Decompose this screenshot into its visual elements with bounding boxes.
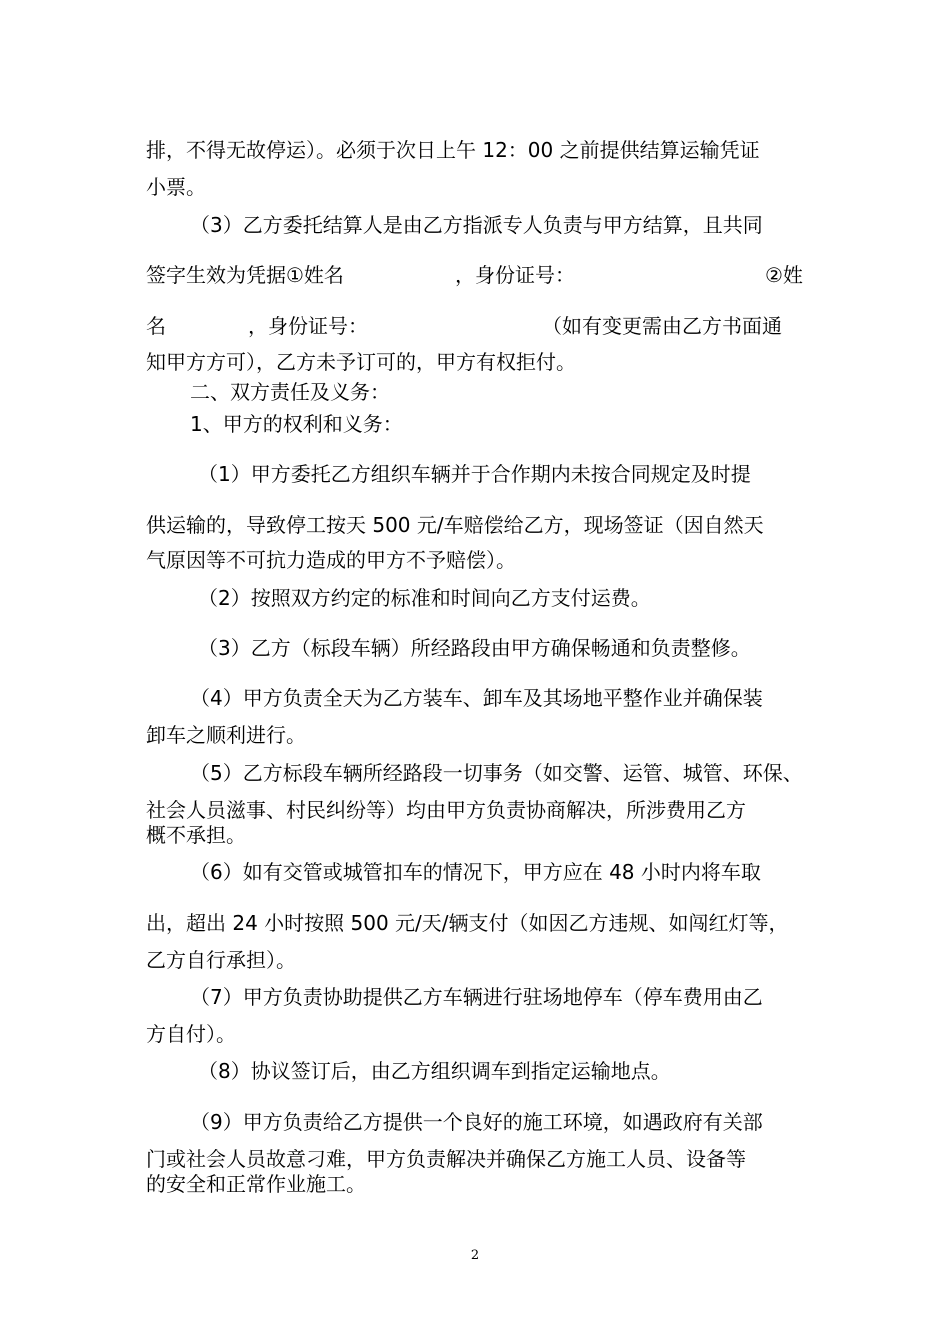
- text-line: 出，超出 24 小时按照 500 元/天/辆支付（如因乙方违规、如闯红灯等，: [146, 911, 789, 935]
- text-line: 门或社会人员故意刁难，甲方负责解决并确保乙方施工人员、设备等: [146, 1147, 746, 1171]
- text-line: ②姓: [765, 263, 803, 287]
- text-line: 方自付）。: [146, 1022, 236, 1046]
- text-line: ，身份证号：: [248, 314, 368, 338]
- text-line: 卸车之顺利进行。: [146, 723, 306, 747]
- text-line: 乙方自行承担）。: [146, 948, 296, 972]
- clause-3-line: （3）乙方（标段车辆）所经路段由甲方确保畅通和负责整修。: [198, 636, 751, 660]
- clause-8-line: （8）协议签订后，由乙方组织调车到指定运输地点。: [198, 1059, 671, 1083]
- clause-9-line: （9）甲方负责给乙方提供一个良好的施工环境，如遇政府有关部: [190, 1110, 763, 1134]
- clause-2-line: （2）按照双方约定的标准和时间向乙方支付运费。: [198, 586, 651, 610]
- text-line: 社会人员滋事、村民纠纷等）均由甲方负责协商解决，所涉费用乙方: [146, 798, 746, 822]
- subsection-heading: 1、甲方的权利和义务：: [190, 412, 403, 436]
- clause-1-line: （1）甲方委托乙方组织车辆并于合作期内未按合同规定及时提: [198, 462, 751, 486]
- text-line: 概不承担。: [146, 823, 246, 847]
- text-line: ，身份证号：: [455, 263, 575, 287]
- text-line: 名: [146, 314, 166, 338]
- text-line: 排，不得无故停运）。必须于次日上午 12：00 之前提供结算运输凭证: [146, 138, 760, 162]
- text-line: 气原因等不可抗力造成的甲方不予赔偿）。: [146, 548, 516, 572]
- clause-7-line: （7）甲方负责协助提供乙方车辆进行驻场地停车（停车费用由乙: [190, 985, 763, 1009]
- text-line: 知甲方方可），乙方未予订可的，甲方有权拒付。: [146, 350, 576, 374]
- clause-6-line: （6）如有交管或城管扣车的情况下，甲方应在 48 小时内将车取: [190, 860, 761, 884]
- text-line: 的安全和正常作业施工。: [146, 1172, 366, 1196]
- page-number: 2: [470, 1248, 480, 1263]
- clause-5-line: （5）乙方标段车辆所经路段一切事务（如交警、运管、城管、环保、: [190, 761, 803, 785]
- text-line: 小票。: [146, 175, 206, 199]
- text-line: 供运输的，导致停工按天 500 元/车赔偿给乙方，现场签证（因自然天: [146, 513, 764, 537]
- text-line: 签字生效为凭据①姓名: [146, 263, 344, 287]
- clause-4-line: （4）甲方负责全天为乙方装车、卸车及其场地平整作业并确保装: [190, 686, 763, 710]
- paragraph-3-line: （3）乙方委托结算人是由乙方指派专人负责与甲方结算，且共同: [190, 213, 763, 237]
- text-line: （如有变更需由乙方书面通: [542, 314, 782, 338]
- section-heading: 二、双方责任及义务：: [190, 380, 390, 404]
